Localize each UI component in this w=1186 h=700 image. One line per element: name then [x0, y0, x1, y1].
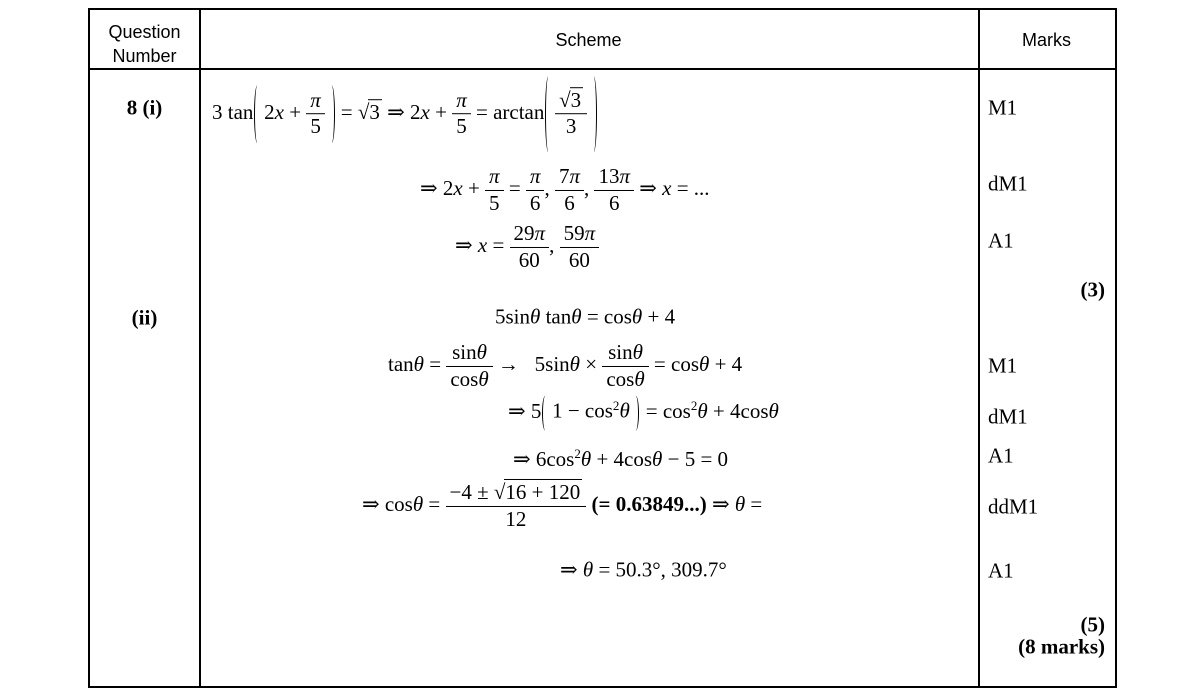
math-text: +	[283, 99, 307, 124]
math-numerator	[560, 222, 600, 247]
math-text: 29	[513, 220, 535, 245]
math-sqrt	[358, 99, 382, 124]
math-text: 6	[529, 190, 541, 215]
math-paren-content	[552, 399, 630, 423]
math-numerator	[526, 165, 545, 190]
math-var: x	[420, 99, 430, 124]
question-label-ii: (ii)	[131, 305, 158, 330]
math-text: 3	[565, 114, 577, 139]
math-denominator	[555, 190, 584, 216]
math-text: ⇒ 2	[420, 175, 454, 200]
math-denominator	[446, 366, 492, 392]
math-sqrt-body	[570, 87, 584, 112]
math-text: + 4	[642, 304, 676, 329]
header-marks: Marks	[1022, 30, 1071, 50]
math-var: θ	[619, 398, 630, 423]
math-denominator	[485, 190, 504, 216]
scheme-line-ii6	[560, 557, 727, 582]
math-denominator	[555, 114, 587, 140]
math-text: sin	[608, 339, 633, 364]
math-text: =	[503, 175, 526, 200]
math-text: cos	[450, 366, 479, 391]
math-text: 5	[456, 114, 467, 139]
math-text: ,	[583, 175, 595, 200]
math-text: 12	[505, 506, 527, 531]
math-text: − 5 = 0	[662, 446, 729, 471]
math-text: 5	[489, 190, 500, 215]
mark-mk11: (8 marks)	[1018, 634, 1105, 659]
math-text: ,	[549, 232, 560, 257]
scheme-line-ii4	[513, 446, 728, 472]
math-text: ⇒	[455, 232, 478, 257]
column-divider-question	[199, 10, 201, 686]
math-superscript: 2	[690, 398, 698, 414]
math-text: 6	[608, 190, 620, 215]
math-var: π	[534, 220, 546, 245]
math-numerator	[555, 89, 587, 114]
math-denominator	[452, 114, 471, 140]
math-text: +	[429, 99, 453, 124]
math-denominator	[560, 247, 600, 273]
math-text: =	[745, 491, 763, 516]
math-var: θ	[734, 491, 746, 516]
math-var: π	[489, 163, 500, 188]
math-sqrt	[559, 87, 583, 112]
math-fraction	[602, 341, 648, 391]
math-var: θ	[699, 351, 710, 376]
math-text: ⇒ 2	[381, 99, 421, 124]
math-fraction	[560, 222, 600, 272]
header-question-number: Question Number	[108, 22, 181, 67]
math-text: 13	[598, 163, 620, 188]
math-text: ⇒ 6cos	[513, 446, 575, 471]
math-sqrt-body	[504, 479, 582, 504]
math-paren-group	[541, 399, 640, 423]
scheme-line-ii2	[388, 341, 742, 391]
math-text: 3	[570, 87, 582, 112]
math-paren-content	[555, 87, 587, 139]
mark-mk9: A1	[988, 558, 1014, 583]
math-var: π	[584, 220, 596, 245]
left-paren-icon	[545, 76, 552, 152]
math-fraction	[446, 341, 492, 391]
math-text: 3	[369, 99, 380, 124]
column-divider-marks	[978, 10, 980, 686]
math-text: 5sin	[495, 304, 531, 329]
mark-mk10: (5)	[1080, 612, 1105, 637]
mark-mk7: A1	[988, 443, 1014, 468]
scheme-line-i1	[212, 76, 598, 152]
math-denominator	[602, 366, 648, 392]
math-var: θ	[413, 351, 424, 376]
right-paren-icon	[590, 76, 597, 152]
math-var: θ	[569, 351, 580, 376]
math-text: 60	[568, 247, 590, 272]
math-fraction	[452, 89, 471, 139]
radical-sign-icon: √	[493, 479, 505, 504]
math-text: 3 tan	[212, 99, 254, 124]
math-numerator	[485, 165, 504, 190]
math-text: ,	[544, 175, 555, 200]
math-text: + 4cos	[707, 398, 769, 423]
math-fraction	[555, 89, 587, 139]
math-text: = arctan	[470, 99, 545, 124]
math-fraction	[555, 165, 584, 215]
math-text: +	[462, 175, 486, 200]
math-text: 7	[558, 163, 570, 188]
mark-mk4: (3)	[1080, 277, 1105, 302]
math-text: 60	[518, 247, 540, 272]
math-text: 2	[264, 99, 275, 124]
math-text: = cos	[648, 351, 700, 376]
math-text: ⇒	[634, 175, 663, 200]
math-var: π	[310, 87, 321, 112]
mark-mk5: M1	[988, 353, 1018, 378]
scheme-line-ii3	[508, 396, 779, 431]
math-text: = cos	[581, 304, 632, 329]
math-numerator	[510, 222, 550, 247]
scheme-line-i3	[455, 222, 599, 272]
math-var: θ	[652, 446, 663, 471]
math-var: x	[477, 232, 488, 257]
math-var: θ	[632, 339, 643, 364]
math-bold-text: (= 0.63849...)	[586, 491, 707, 516]
math-var: θ	[634, 366, 645, 391]
math-text: ⇒	[706, 491, 735, 516]
math-fraction	[510, 222, 550, 272]
math-text: → 5sin	[492, 351, 570, 376]
math-var: θ	[580, 446, 592, 471]
math-denominator	[594, 190, 634, 216]
math-var: π	[529, 163, 541, 188]
math-text: ⇒	[560, 557, 583, 582]
math-text: 16 + 120	[505, 479, 581, 504]
math-text: tan	[540, 304, 572, 329]
math-denominator	[510, 247, 550, 273]
math-var: θ	[631, 304, 643, 329]
math-var: θ	[478, 366, 489, 391]
math-text: −4 ±	[449, 479, 494, 504]
math-text: + 4cos	[591, 446, 653, 471]
math-sqrt	[494, 479, 582, 504]
math-text: ⇒ 5	[508, 398, 542, 423]
mark-mk2: dM1	[988, 171, 1028, 196]
math-var: θ	[530, 304, 541, 329]
math-superscript: 2	[612, 398, 620, 414]
math-text: = ...	[671, 175, 710, 200]
math-numerator	[446, 341, 492, 366]
math-paren-group	[253, 87, 335, 139]
radical-sign-icon: √	[559, 87, 570, 112]
math-numerator	[452, 89, 471, 114]
right-paren-icon	[328, 85, 335, 143]
math-denominator	[306, 114, 325, 140]
math-text: =	[487, 232, 510, 257]
math-fraction	[446, 481, 587, 531]
math-text: ⇒ cos	[362, 491, 413, 516]
math-fraction	[526, 165, 545, 215]
math-var: π	[456, 87, 467, 112]
math-var: θ	[476, 339, 487, 364]
math-var: θ	[768, 398, 779, 423]
math-text: 5	[310, 114, 321, 139]
math-text: = 50.3°, 309.7°	[593, 557, 727, 582]
left-paren-icon	[254, 85, 261, 143]
math-fraction	[594, 165, 634, 215]
math-numerator	[602, 341, 648, 366]
math-text: tan	[388, 351, 414, 376]
right-paren-icon	[633, 396, 640, 431]
math-numerator	[555, 165, 584, 190]
math-text: cos	[606, 366, 635, 391]
scheme-line-ii5	[362, 481, 762, 531]
math-var: π	[619, 163, 630, 188]
math-numerator	[446, 481, 587, 506]
radical-sign-icon: √	[357, 99, 369, 124]
math-text: 59	[563, 220, 585, 245]
math-text: ×	[580, 351, 603, 376]
math-numerator	[306, 89, 325, 114]
math-var: θ	[697, 398, 708, 423]
math-superscript: 2	[574, 446, 581, 462]
question-label-8i: 8 (i)	[126, 95, 163, 120]
math-text: sin	[452, 339, 477, 364]
scheme-line-i2	[420, 165, 710, 215]
left-paren-icon	[542, 396, 549, 431]
mark-mk8: ddM1	[988, 494, 1039, 519]
mark-mk6: dM1	[988, 404, 1028, 429]
math-text: = cos	[640, 398, 691, 423]
math-fraction	[306, 89, 325, 139]
math-text: =	[335, 99, 358, 124]
mark-mk1: M1	[988, 95, 1018, 120]
scheme-line-ii1	[495, 304, 675, 329]
math-fraction	[485, 165, 504, 215]
math-var: x	[662, 175, 672, 200]
math-numerator	[594, 165, 634, 190]
math-var: π	[569, 163, 580, 188]
mark-mk3: A1	[988, 228, 1014, 253]
math-denominator	[446, 506, 587, 532]
math-text: 1 − cos	[552, 398, 613, 423]
header-row-divider	[90, 68, 1115, 70]
math-var: x	[453, 175, 463, 200]
math-sqrt-body	[368, 99, 382, 124]
math-var: θ	[582, 557, 594, 582]
math-text: 6	[564, 190, 575, 215]
math-text: =	[423, 351, 447, 376]
math-denominator	[526, 190, 545, 216]
header-scheme: Scheme	[555, 30, 622, 50]
math-paren-content	[264, 87, 325, 139]
math-text: + 4	[709, 351, 743, 376]
mark-scheme-table	[88, 8, 1117, 688]
math-var: θ	[571, 304, 582, 329]
math-var: x	[274, 99, 284, 124]
math-var: θ	[412, 491, 424, 516]
math-text: =	[423, 491, 446, 516]
math-paren-group	[544, 87, 597, 139]
